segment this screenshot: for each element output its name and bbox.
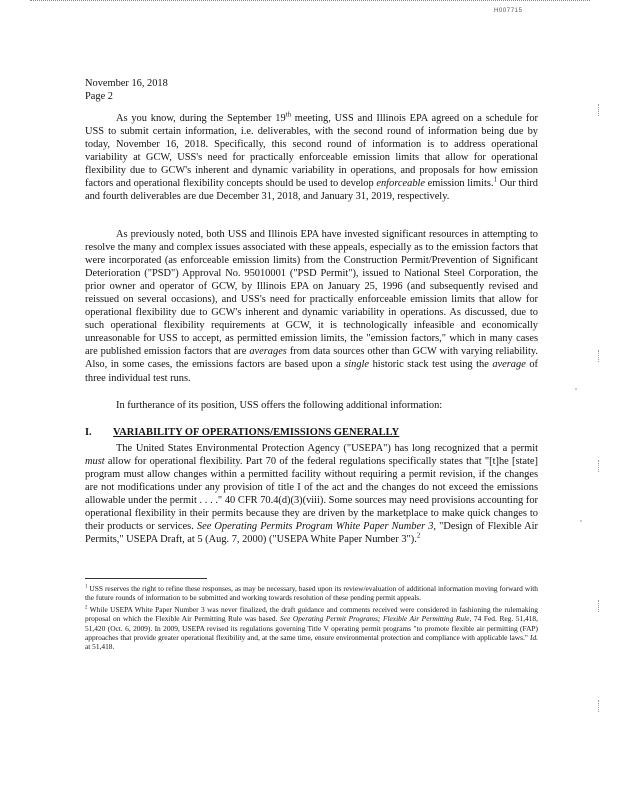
footnote-ref-1: 1 [493,176,497,184]
scan-edge-mark [598,700,600,712]
p2-text-b: from data sources other than GCW with varying reliability. Also, in some cases, the emissions factors are based upon a [85,346,538,371]
p2-text-d: of three individual test runs. [85,359,538,384]
paragraph-4 [85,442,538,546]
p2-text-c: historic stack test using the [369,359,493,371]
scan-edge-mark [598,600,600,612]
paragraph-1 [85,112,538,203]
p1-text-a: As you know, during the September 19 [116,113,286,124]
letter-date: November 16, 2018 [85,78,168,89]
paragraph-3 [85,399,538,412]
scan-border-dots [30,0,590,7]
footnote-2-number: 2 [85,605,88,611]
section-title: VARIABILITY OF OPERATIONS/EMISSIONS GENERALLY [113,427,400,438]
footnote-ref-2: 2 [416,532,421,540]
letter-date-block [85,77,168,103]
p2-emphasis-single: single [344,359,370,371]
scan-edge-mark [598,460,600,472]
scan-speck [580,520,582,522]
footnotes [85,584,538,654]
section-heading [85,427,538,438]
p4-text-c: , "Design of Flexible Air Permits," USEPA Draft, at 5 (Aug. 7, 2000) ("USEPA White Paper Number 3"). [85,521,538,546]
p1-ordinal: th [285,111,291,119]
p4-text-b: allow for operational flexibility. Part 70 of the federal regulations specifically states that "[t]he [state] program must allow changes within a permitted facility without requiring a permit revision, if the changes are not modifications under any provision of title I of the act and the changes do not exceed the emissions allowable under the permit . . . ." 40 CFR 70.4(d)(3)(viii). Some sources may need provisions accounting for operational flexibility in their permits because they are driven by the marketplace to make quick changes to their products or services. [85,456,538,533]
p4-citation-title: See Operating Permits Program White Paper Number 3 [196,521,434,533]
page-number: Page 2 [85,91,113,102]
p2-emphasis-average: average [492,359,526,371]
footnote-1-text: USS reserves the right to refine these responses, as may be necessary, based upon its review/evaluation of additional information moving forward with the future rounds of information to be submitted and working towards resolution of these pending permit appeals. [85,584,538,603]
footnote-2 [85,605,538,652]
section-number: I. [85,427,92,438]
p2-text-a: As previously noted, both USS and Illinois EPA have invested significant resources in attempting to resolve the many and complex issues associated with these appeals, especially as to the emission factors that were incorporated (as enforceable emission limits) from the Construction Permit/Prevention of Significant Deterioration ("PSD") Approval No. 95010001 ("PSD Permit"), issued to National Steel Corporation, the prior owner and operator of GCW, by Illinois EPA on January 25, 1996 (and subsequently revised and reissued on several occasions), and USS's need for practically enforceable emission limits that allow for operational flexibility due to GCW's inherent and dynamic variability in operations. As discussed, due to such operational flexibility requirements at GCW, it is technologically infeasible and economically unreasonable for USS to accept, as permitted emission limits, the "emission factors," which in many cases are published emission factors that are [85,229,538,358]
scan-speck [575,388,577,390]
p4-emphasis-must: must [85,456,105,468]
footnote-2-id: Id. [529,633,538,643]
scan-edge-mark [598,104,600,116]
footnote-1 [85,584,538,603]
p4-text-a: The United States Environmental Protection Agency ("USEPA") has long recognized that a permit [116,443,538,454]
p1-text-d: Our third and fourth deliverables are due December 31, 2018, and January 31, 2019, respectively. [85,178,538,203]
footnote-1-number: 1 [85,584,88,590]
footnote-2-text-a: While USEPA White Paper Number 3 was never finalized, the draft guidance and comments received were considered in fashioning the rulemaking proposal on which the Flexible Air Permitting Rule was based. [85,604,538,624]
footnote-divider [85,578,207,579]
p3-text: In furtherance of its position, USS offers the following additional information: [116,400,443,411]
footnote-2-text-b: , 74 Fed. Reg. 51,418, 51,420 (Oct. 6, 2009). In 2009, USEPA revised its regulations governing Title V operating permit programs "to promote flexible air permitting (FAP) approaches that provide greater operational flexibility and, at the same time, ensure environmental protection and compliance with applicable laws." [85,614,538,643]
bates-stamp: H007715 [494,8,523,14]
scan-edge-mark [598,350,600,362]
footnote-2-citation: See Operating Permit Programs; Flexible Air Permitting Rule [280,614,470,624]
p1-text-b: meeting, USS and Illinois EPA agreed on a schedule for USS to submit certain information, i.e. deliverables, with the second round of information being due by today, November 16, 2018. Specifically, this second round of information is to address operational variability at GCW, USS's need for practically enforceable emission limits that allow for operational flexibility due to GCW's inherent and dynamic variability in operations, and proposals for how emission factors and operational flexibility concepts should be used to develop [85,113,538,190]
paragraph-2 [85,228,538,385]
p1-emphasis: enforceable [376,178,426,190]
p1-text-c: emission limits. [425,178,494,190]
p2-emphasis-averages: averages [249,346,287,358]
footnote-2-text-c: at 51,418. [85,642,115,652]
